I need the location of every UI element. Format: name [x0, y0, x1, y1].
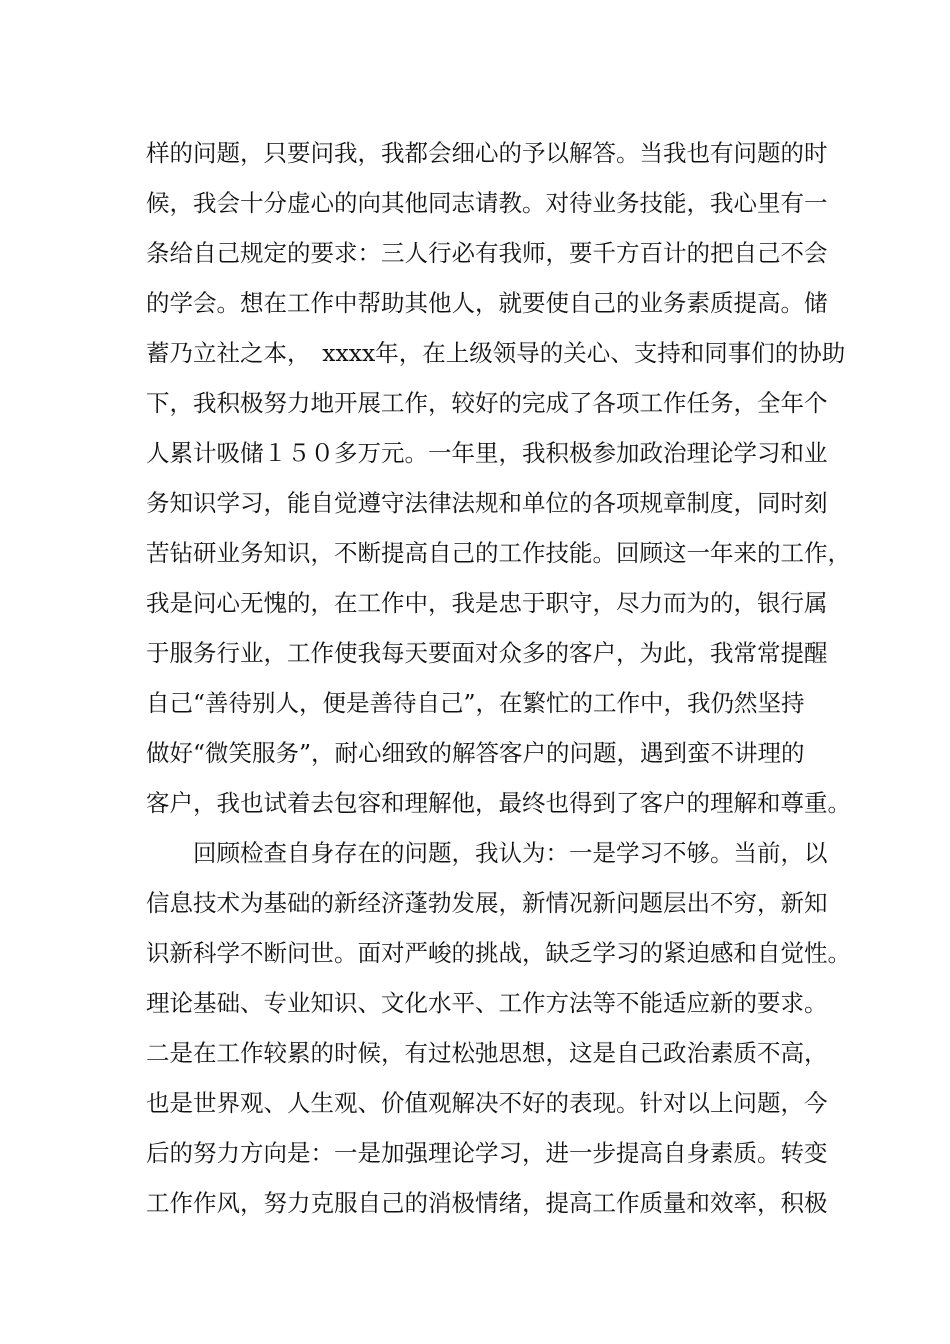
text-line: 苦钻研业务知识，不断提高自己的工作技能。回顾这一年来的工作， [146, 539, 851, 567]
text-line: 蓄乃立社之本， xxxx年，在上级领导的关心、支持和同事们的协助 [146, 339, 846, 367]
text-line: 务知识学习，能自觉遵守法律法规和单位的各项规章制度，同时刻 [146, 489, 828, 517]
text-line: 于服务行业，工作使我每天要面对众多的客户，为此，我常常提醒 [146, 639, 828, 667]
text-line: 候，我会十分虚心的向其他同志请教。对待业务技能，我心里有一 [146, 189, 828, 217]
text-line: 条给自己规定的要求：三人行必有我师，要千方百计的把自己不会 [146, 239, 828, 267]
text-line: 自己“善待别人，便是善待自己”，在繁忙的工作中，我仍然坚持 [146, 689, 805, 717]
text-line: 的学会。想在工作中帮助其他人，就要使自己的业务素质提高。储 [146, 289, 828, 317]
text-line: 信息技术为基础的新经济蓬勃发展，新情况新问题层出不穷，新知 [146, 889, 828, 917]
paragraph-start-line: 回顾检查自身存在的问题，我认为：一是学习不够。当前，以 [193, 839, 828, 867]
text-line: 也是世界观、人生观、价值观解决不好的表现。针对以上问题，今 [146, 1089, 828, 1117]
text-line: 工作作风，努力克服自己的消极情绪，提高工作质量和效率，积极 [146, 1189, 828, 1217]
text-line: 后的努力方向是：一是加强理论学习，进一步提高自身素质。转变 [146, 1139, 828, 1167]
text-line: 我是问心无愧的，在工作中，我是忠于职守，尽力而为的，银行属 [146, 589, 828, 617]
text-line: 二是在工作较累的时候，有过松弛思想，这是自己政治素质不高， [146, 1039, 828, 1067]
text-line: 人累计吸储１５０多万元。一年里，我积极参加政治理论学习和业 [146, 439, 828, 467]
text-line: 下，我积极努力地开展工作，较好的完成了各项工作任务，全年个 [146, 389, 828, 417]
text-line: 理论基础、专业知识、文化水平、工作方法等不能适应新的要求。 [146, 989, 828, 1017]
text-line: 客户，我也试着去包容和理解他，最终也得到了客户的理解和尊重。 [146, 789, 851, 817]
text-line: 样的问题，只要问我，我都会细心的予以解答。当我也有问题的时 [146, 139, 828, 167]
body-text [146, 128, 851, 1228]
text-line: 做好“微笑服务”，耐心细致的解答客户的问题，遇到蛮不讲理的 [146, 739, 805, 767]
text-line: 识新科学不断问世。面对严峻的挑战，缺乏学习的紧迫感和自觉性。 [146, 939, 851, 967]
